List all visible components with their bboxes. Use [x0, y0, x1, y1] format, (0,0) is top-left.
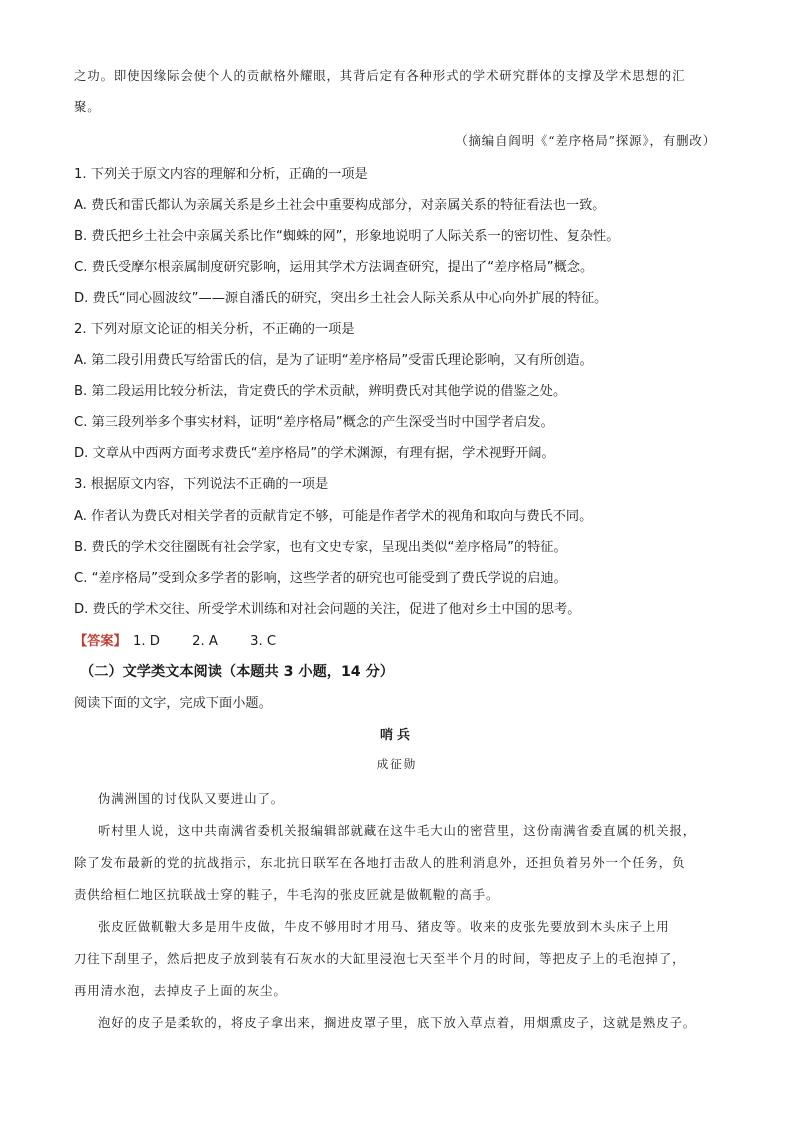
- question-option: A. 作者认为费氏对相关学者的贡献肯定不够，可能是作者学术的视角和取向与费氏不同。: [74, 509, 593, 524]
- question-stem: 3. 根据原文内容，下列说法不正确的一项是: [74, 477, 329, 492]
- question-option: C. 费氏受摩尔根亲属制度研究影响，运用其学术方法调查研究，提出了“差序格局”概念。: [74, 260, 594, 275]
- question-option: D. 费氏的学术交往、所受学术训练和对社会问题的关注，促进了他对乡土中国的思考。: [74, 602, 581, 617]
- story-title: 哨兵: [379, 728, 414, 743]
- story-paragraph: 伪满洲国的讨伐队又要进山了。: [98, 791, 285, 806]
- story-line: 除了发布最新的党的抗战指示，东北抗日联军在各地打击敌人的胜利消息外，还担负着另外一个任务，负: [74, 855, 686, 870]
- passage-line: 聚。: [74, 99, 101, 114]
- answer-item: 2. A: [192, 634, 218, 649]
- question-stem: 1. 下列关于原文内容的理解和分析，正确的一项是: [74, 167, 368, 182]
- story-paragraph: 听村里人说，这中共南满省委机关报编辑部就藏在这牛毛大山的密营里，这份南满省委直属的机关报，: [98, 823, 697, 838]
- story-line: 再用清水泡，去掉皮子上面的灰尘。: [74, 983, 287, 998]
- passage-line: 之功。即使因缘际会使个人的贡献格外耀眼，其背后定有各种形式的学术研究群体的支撑及学术思想的汇: [74, 68, 686, 83]
- passage-source: （摘编自阎明《“差序格局”探源》，有删改）: [455, 133, 716, 148]
- story-author: 成征勋: [376, 757, 418, 771]
- story-paragraph: 张皮匠做靰鞡大多是用牛皮做，牛皮不够用时才用马、猪皮等。收来的皮张先要放到木头床子上用: [98, 919, 670, 934]
- answer-row: [74, 630, 734, 649]
- story-paragraph: 泡好的皮子是柔软的，将皮子拿出来，搁进皮罩子里，底下放入草点着，用烟熏皮子，这就是熟皮子。: [98, 1015, 697, 1030]
- story-line: 刀往下刮里子，然后把皮子放到装有石灰水的大缸里浸泡七天至半个月的时间，等把皮子上的毛泡掉了，: [74, 951, 686, 966]
- question-option: A. 第二段引用费氏写给雷氏的信，是为了证明“差序格局”受雷氏理论影响，又有所创造。: [74, 353, 593, 368]
- section-heading: （二）文学类文本阅读（本题共 3 小题，14 分）: [80, 664, 394, 680]
- question-option: C. “差序格局”受到众多学者的影响，这些学者的研究也可能受到了费氏学说的启迪。: [74, 571, 567, 586]
- question-option: D. 费氏“同心圆波纹”——源自潘氏的研究，突出乡土社会人际关系从中心向外扩展的特征。: [74, 291, 608, 306]
- section-instruction: 阅读下面的文字，完成下面小题。: [74, 696, 272, 711]
- question-stem: 2. 下列对原文论证的相关分析，不正确的一项是: [74, 322, 355, 337]
- question-option: B. 第二段运用比较分析法，肯定费氏的学术贡献，辨明费氏对其他学说的借鉴之处。: [74, 384, 567, 399]
- question-option: D. 文章从中西两方面考求费氏“差序格局”的学术渊源，有理有据，学术视野开阔。: [74, 446, 555, 461]
- answer-tag: 【答案】: [74, 634, 127, 649]
- question-option: B. 费氏的学术交往圈既有社会学家，也有文史专家，呈现出类似“差序格局”的特征。: [74, 540, 567, 555]
- question-option: C. 第三段列举多个事实材料，证明“差序格局”概念的产生深受当时中国学者启发。: [74, 415, 554, 430]
- question-option: A. 费氏和雷氏都认为亲属关系是乡土社会中重要构成部分，对亲属关系的特征看法也一致。: [74, 198, 606, 213]
- story-line: 责供给桓仁地区抗联战士穿的鞋子，牛毛沟的张皮匠就是做靰鞡的高手。: [74, 887, 500, 902]
- answer-item: 3. C: [250, 634, 277, 649]
- answer-item: 1. D: [132, 634, 160, 649]
- question-option: B. 费氏把乡土社会中亲属关系比作“蜘蛛的网”，形象地说明了人际关系一的密切性、复杂性。: [74, 229, 620, 244]
